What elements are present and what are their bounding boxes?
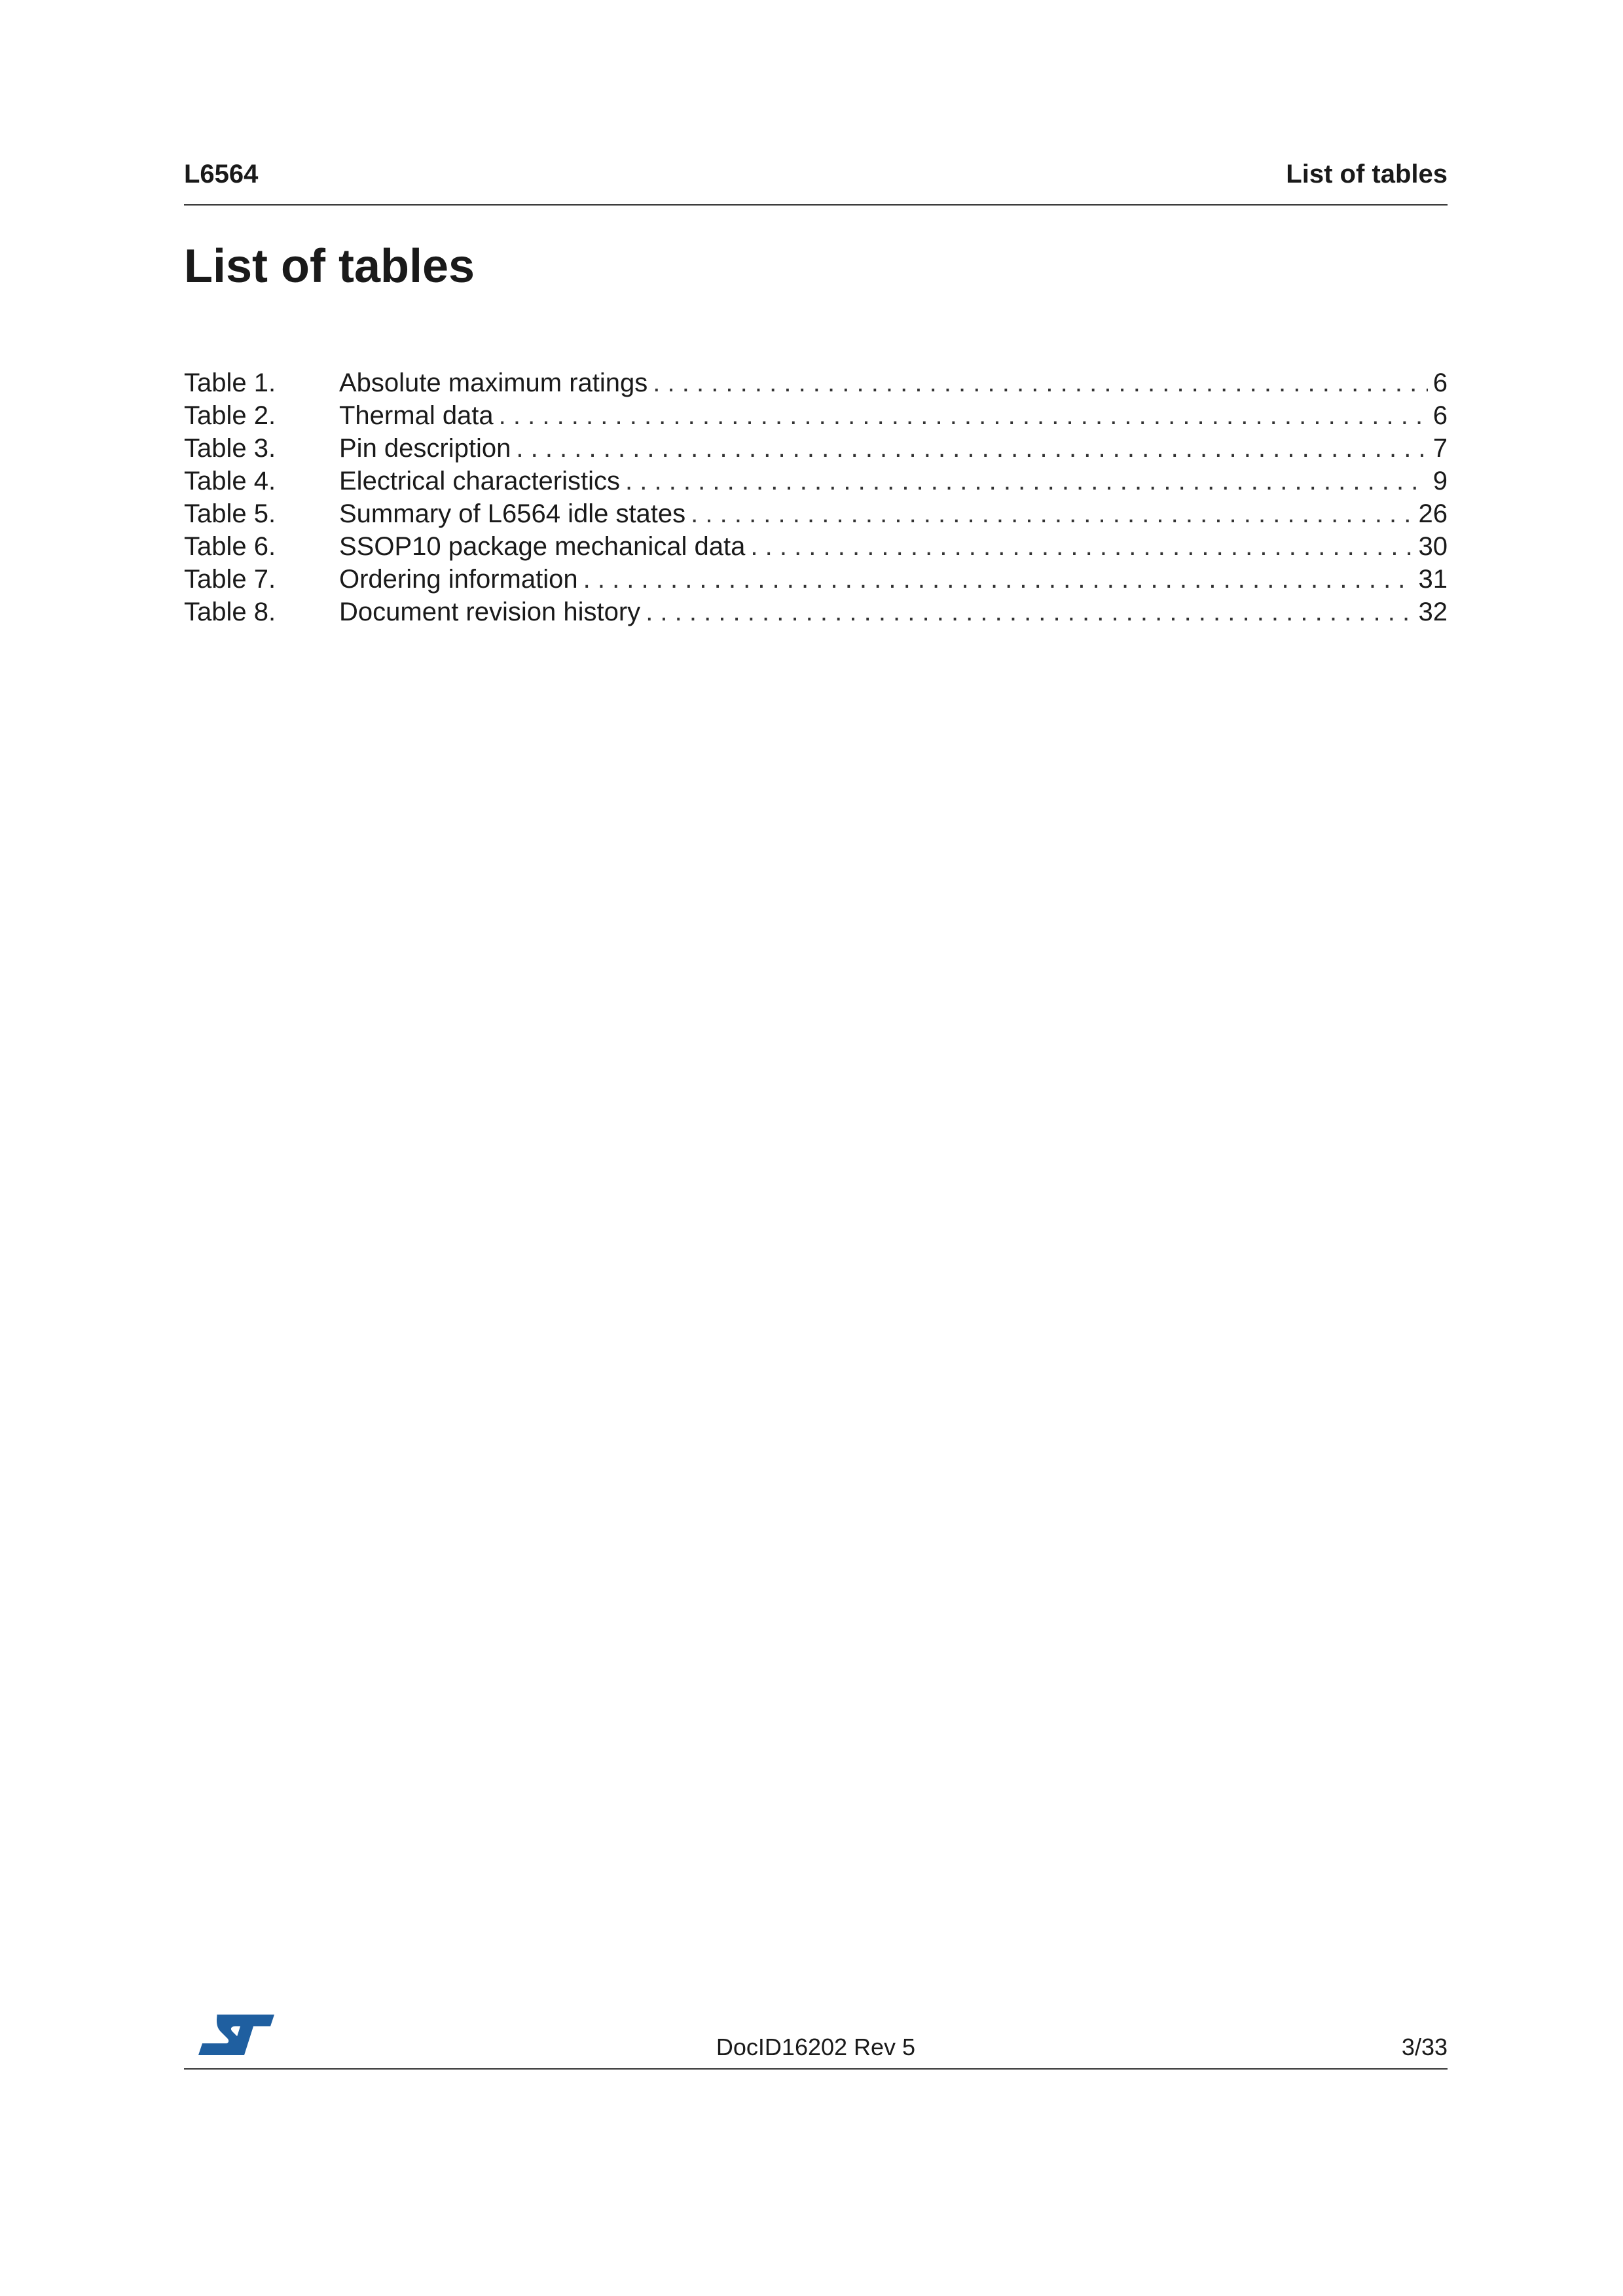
toc-entry-number: Table 2. (184, 401, 276, 430)
toc-entry[interactable] (184, 465, 1448, 497)
toc-entry-page: 6 (1432, 401, 1448, 430)
toc-entry-title: Ordering information (339, 565, 578, 594)
toc-entry[interactable] (184, 367, 1448, 399)
toc-entry-title: Thermal data (339, 401, 494, 430)
toc-entry-number: Table 7. (184, 565, 276, 594)
toc-entry[interactable] (184, 530, 1448, 563)
toc-dot-leader (750, 530, 1413, 563)
toc-entry-number: Table 8. (184, 598, 276, 626)
toc-dot-leader (625, 465, 1428, 497)
toc-dot-leader (499, 399, 1428, 432)
page-title: List of tables (184, 240, 475, 293)
toc-entry-title: SSOP10 package mechanical data (339, 532, 746, 561)
toc-entry-number: Table 3. (184, 434, 276, 463)
toc-entry[interactable] (184, 563, 1448, 596)
toc-entry-page: 6 (1432, 368, 1448, 397)
toc-entry[interactable] (184, 497, 1448, 530)
toc-entry[interactable] (184, 432, 1448, 465)
toc-entry[interactable] (184, 399, 1448, 432)
page-header (184, 157, 1448, 206)
footer-doc-id: DocID16202 Rev 5 (716, 2034, 916, 2060)
toc-entry-title: Pin description (339, 434, 511, 463)
toc-entry-number: Table 1. (184, 368, 276, 397)
table-of-contents (184, 367, 1448, 628)
toc-entry-page: 7 (1432, 434, 1448, 463)
toc-dot-leader (583, 563, 1413, 596)
toc-entry-title: Absolute maximum ratings (339, 368, 648, 397)
toc-entry-page: 26 (1418, 499, 1448, 528)
toc-dot-leader (516, 432, 1427, 465)
toc-dot-leader (691, 497, 1413, 530)
toc-dot-leader (646, 596, 1413, 628)
page-footer (184, 2009, 1448, 2070)
toc-entry-number: Table 5. (184, 499, 276, 528)
toc-entry-page: 32 (1418, 598, 1448, 626)
toc-entry-title: Electrical characteristics (339, 467, 621, 495)
toc-dot-leader (653, 367, 1427, 399)
footer-page-number: 3/33 (1401, 2034, 1448, 2060)
toc-entry-page: 30 (1418, 532, 1448, 561)
header-doc-name: L6564 (184, 160, 259, 188)
toc-entry[interactable] (184, 596, 1448, 628)
toc-entry-page: 9 (1432, 467, 1448, 495)
toc-entry-number: Table 4. (184, 467, 276, 495)
toc-entry-title: Summary of L6564 idle states (339, 499, 686, 528)
toc-entry-page: 31 (1418, 565, 1448, 594)
toc-entry-title: Document revision history (339, 598, 641, 626)
header-section-title: List of tables (1286, 160, 1448, 188)
toc-entry-number: Table 6. (184, 532, 276, 561)
